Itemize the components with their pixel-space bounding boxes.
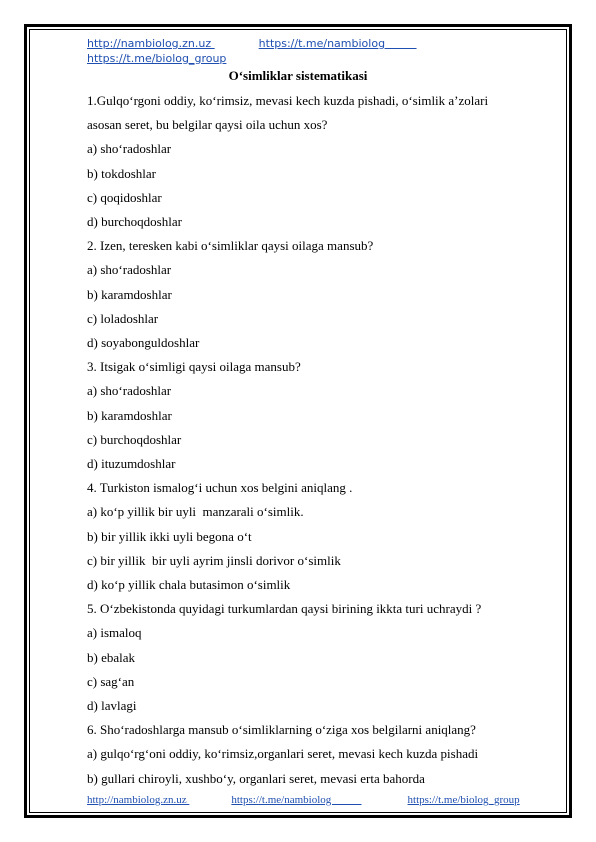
page-footer [87,793,527,807]
text-line: b) karamdoshlar [87,286,172,302]
text-line: d) lavlagi [87,698,137,714]
text-line: d) soyabonguldoshlar [87,335,200,351]
text-line: c) burchoqdoshlar [87,431,182,447]
text-line: a) ismaloq [87,625,142,641]
text-line: a) sho‘radoshlar [87,262,172,278]
text-line: b) ebalak [87,649,136,665]
document-title: O‘simliklar sistematikasi [228,68,368,83]
text-line: c) sag‘an [87,673,135,689]
text-line: d) ituzumdoshlar [87,456,176,472]
text-line: b) gullari chiroyli, xushbo‘y, organlari seret, mevasi erta bahorda [87,770,425,786]
footer-link-group[interactable]: https://t.me/biolog_group [407,794,520,806]
text-line: a) sho‘radoshlar [87,141,172,157]
header-link-telegram[interactable]: https://t.me/nambiolog [258,37,417,50]
text-line: 4. Turkiston ismalog‘i uchun xos belgini aniqlang . [87,480,353,496]
page-header [87,36,527,66]
document-body [87,89,527,791]
text-line: 6. Sho‘radoshlarga mansub o‘simliklarning o‘ziga xos belgilarni aniqlang? [87,722,476,738]
text-line: 3. Itsigak o‘simligi qaysi oilaga mansub? [87,359,301,375]
text-line: b) karamdoshlar [87,407,172,423]
text-line: c) loladoshlar [87,310,159,326]
text-line: a) ko‘p yillik bir uyli manzarali o‘simlik. [87,504,304,520]
header-link-site[interactable]: http://nambiolog.zn.uz [87,37,215,50]
text-line: a) sho‘radoshlar [87,383,172,399]
text-line: c) qoqidoshlar [87,189,162,205]
header-row-2 [87,51,527,66]
text-line: 1.Gulqo‘rgoni oddiy, ko‘rimsiz, mevasi kech kuzda pishadi, o‘simlik a’zolari [87,93,489,108]
footer-link-telegram[interactable]: https://t.me/nambiolog [231,794,362,806]
text-line: b) bir yillik ikki uyli begona o‘t [87,528,252,544]
text-line: a) gulqo‘rg‘oni oddiy, ko‘rimsiz,organlari seret, mevasi kech kuzda pishadi [87,746,479,762]
text-line: b) tokdoshlar [87,165,156,181]
footer-link-site[interactable]: http://nambiolog.zn.uz [87,794,190,806]
text-line: asosan seret, bu belgilar qaysi oila uchun xos? [87,117,328,133]
text-line: c) bir yillik bir uyli ayrim jinsli dorivor o‘simlik [87,552,341,568]
header-link-group[interactable]: https://t.me/biolog_group [87,52,227,65]
text-line: d) ko‘p yillik chala butasimon o‘simlik [87,577,291,593]
text-line: 2. Izen, teresken kabi o‘simliklar qaysi oilaga mansub? [87,238,374,254]
text-line: 5. O‘zbekistonda quyidagi turkumlardan qaysi birining ikkta turi uchraydi ? [87,601,482,617]
text-line: d) burchoqdoshlar [87,214,182,230]
header-row-1 [87,36,527,51]
